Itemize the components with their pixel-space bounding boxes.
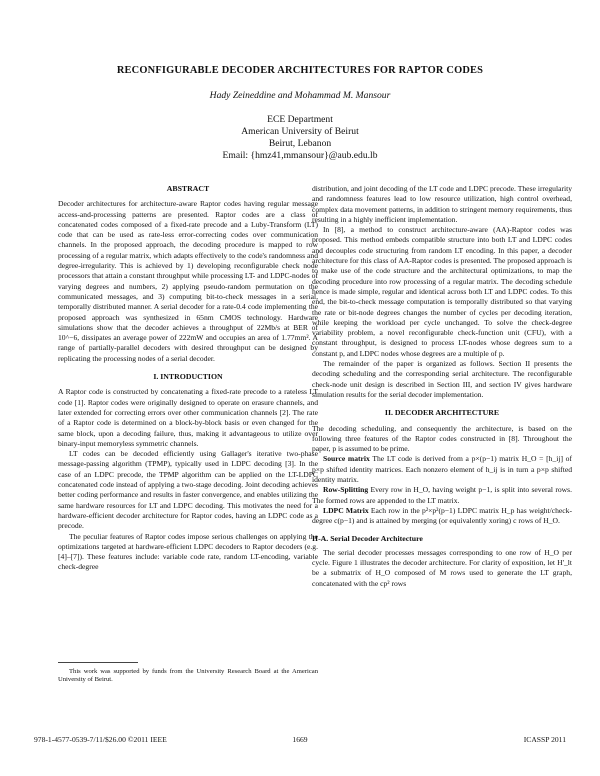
body-paragraph: In [8], a method to construct architecture-aware (AA)-Raptor codes was proposed. This method embeds compatible structure into both LT and LDPC codes and decouples code structuring from random LT encoding. In this paper, a decoder architecture for this class of AA-Raptor codes is presented. The proposed approach is to make use of the code structure and the architectural optimizations, to map the decoding procedure into row processing of a regular matrix. The decoding schedule hence is made simple, regular and identical across both LT and LDPC codes. To this end, the bit-to-check message computation is temporally distributed so that varying the rate or bit-node degrees changes the number of cycles per decoding iteration, while keeping the workload per cycle unchanged. To solve the check-degree variability problem, a novel reconfigurable check-function unit (CFU), with a constant throughput, is designed to process LT-nodes whose degrees sum to a constant p, and LDPC nodes whose degrees are a multiple of p.	[312, 225, 572, 358]
intro-paragraph: A Raptor code is constructed by concatenating a fixed-rate precode to a rateless LT code [1]. Raptor codes were originally designed to operate on erasure channels, and later extended for correcting errors over other communication channels [2]. The rate of a Raptor code is determined on a block-by-block basis or even changed for the same block, upon a decoding failure, thus, making it advantageous to utilize over binary-input memoryless symmetric channels.	[58, 387, 318, 448]
affiliation-email: Email: {hmz41,mmansour}@aub.edu.lb	[222, 150, 378, 161]
affiliation-dept: ECE Department	[267, 114, 333, 125]
body-paragraph: distribution, and joint decoding of the LT code and LDPC precode. These irregularity and randomness features lead to low resource utilization, high control overhead, complex data movement patterns, in addition to stringent memory requirements, thus resulting in a highly inefficient implementation.	[312, 184, 572, 224]
footnote-text: This work was supported by funds from the University Research Board at the American University of Beirut.	[58, 668, 318, 684]
body-paragraph: The decoding scheduling, and consequently the architecture, is based on the following three features of the Raptor codes constructed in [8]. Throughout the paper, p is assumed to be prime.	[312, 423, 572, 454]
intro-paragraph: LT codes can be decoded efficiently using Gallager's iterative two-phase message-passing algorithm (TPMP), typically used in LDPC decoding [3]. In the case of an LDPC precode, the TPMP algorithm can be applied on the LT-LDPC concatenated code instead of applying a two-stage decoding. Joint decoding achieves better coding performance and results in faster convergence, and enables utilizing the same hardware resources for LT and LDPC decoding. This motivates the need for a hardware-efficient decoder architecture for Raptor codes, having an LDPC code as a precode.	[58, 449, 318, 531]
intro-paragraph: The peculiar features of Raptor codes impose serious challenges on applying the optimizations targeted at hardware-efficient LDPC decoders to Raptor decoders (e.g. [4]–[7]). These features include: variable code rate, random LT-encoding, variable check-degree	[58, 531, 318, 572]
affiliation-univ: American University of Beirut	[241, 126, 359, 137]
feature-text: The LT code is derived from a p×(p−1) matrix H_O = [h_ij] of p×p shifted identity matrices. Each nonzero element of h_ij is in turn a p×p shifted identity matrix.	[312, 454, 572, 485]
affiliation-city: Beirut, Lebanon	[268, 138, 332, 149]
right-column	[312, 184, 572, 589]
feature-label: Source matrix	[323, 454, 370, 464]
feature-ldpc-matrix	[312, 506, 572, 527]
footer-page-number: 1669	[292, 735, 308, 744]
feature-row-splitting	[312, 485, 572, 506]
feature-label: Row-Splitting	[323, 485, 369, 495]
abstract-text: Decoder architectures for architecture-aware Raptor codes having regular message access-and-processing patterns are presented. Raptor codes are a class of concatenated codes composed of a fixed-rate precode and a Luby-Transform (LT) code that can be used as rate-less error-correcting codes over communication channels. In the proposed approach, the decoding procedure is mapped to row processing of a regular matrix, which adapts effectively to the code's randomness and degree-irregularity. This is achieved by 1) developing reconfigurable check node processors that attain a constant throughput while processing LT- and LDPC-nodes of varying degrees and numbers, 2) applying pseudo-random permutation on the communicated messages, and 3) computing bit-to-check messages in a serial, temporally distributed manner. A serial decoder for a rate-0.4 code implementing the proposed approach was synthesized in 65nm CMOS technology. Hardware simulations show that the decoder achieves a throughput of 22Mb/s at BER of 10^−6, dissipates an average power of 222mW and occupies an area of 1.77mm². A range of partially-parallel decoders with desired throughput can be designed by replicating the processing nodes of a serial decoder.	[58, 199, 318, 363]
footer-isbn: 978-1-4577-0539-7/11/$26.00 ©2011 IEEE	[34, 735, 167, 744]
paper-authors: Hady Zeineddine and Mohammad M. Mansour	[209, 90, 391, 101]
paper-title: RECONFIGURABLE DECODER ARCHITECTURES FOR RAPTOR CODES	[116, 65, 484, 76]
section-ii-heading: II. DECODER ARCHITECTURE	[384, 408, 500, 418]
intro-heading: I. INTRODUCTION	[153, 372, 223, 382]
body-paragraph: The remainder of the paper is organized as follows. Section II presents the decoding scheduling and the corresponding serial architecture. The reconfigurable check-node unit design is described in Section III, and section IV gives hardware simulation results for the serial decoder implementation.	[312, 359, 572, 399]
feature-text: Each row in the p²×p²(p−1) LDPC matrix H_p has weight/check-degree c(p−1) and is attained by merging (or equivalently xoring) c rows of H_O.	[312, 505, 572, 526]
abstract-heading: ABSTRACT	[166, 184, 210, 193]
subsection-heading: II-A. Serial Decoder Architecture	[312, 533, 423, 543]
feature-source-matrix	[312, 454, 572, 485]
left-column	[58, 184, 318, 573]
feature-label: LDPC Matrix	[323, 505, 369, 515]
feature-text: Every row in H_O, having weight p−1, is split into several rows. The formed rows are appended to the LT matrix.	[312, 485, 572, 505]
footer-conference: ICASSP 2011	[523, 735, 566, 744]
body-paragraph: The serial decoder processes messages corresponding to one row of H_O per cycle. Figure 1 illustrates the decoder architecture. For clarity of exposition, let H'_lt be a submatrix of H_O composed of M rows used to generate the LT graph, concatenated with the cp² rows	[312, 547, 572, 588]
footnote	[58, 668, 318, 685]
footnote-rule	[58, 662, 138, 663]
affiliation-block	[0, 114, 600, 162]
